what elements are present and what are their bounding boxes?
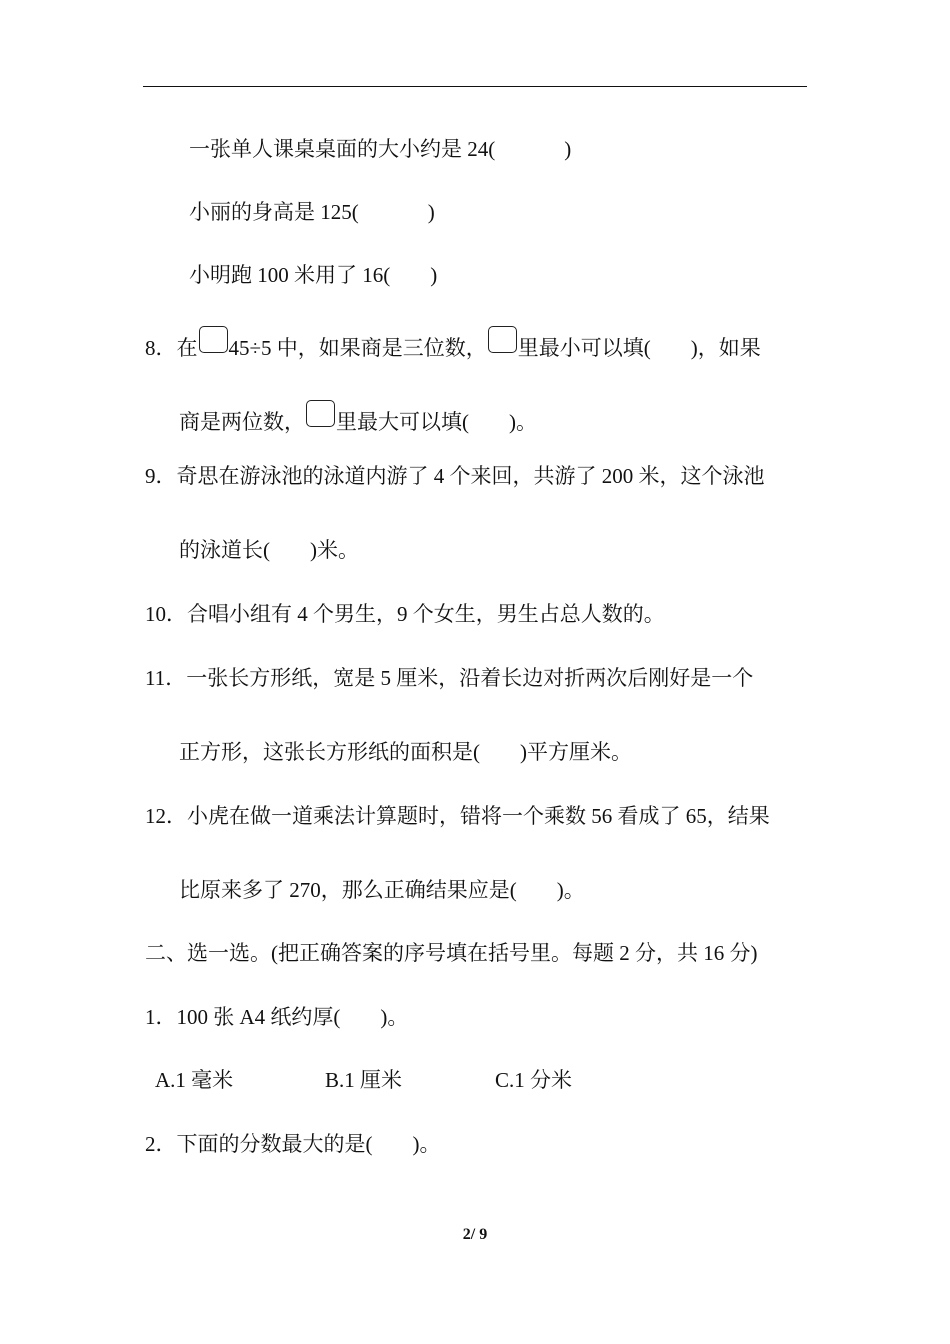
question-12-line-1: 12．小虎在做一道乘法计算题时，错将一个乘数 56 看成了 65，结果 — [145, 804, 770, 828]
header-rule — [143, 86, 807, 87]
choice-option-a: A.1 毫米 — [155, 1068, 234, 1092]
digit-box — [306, 400, 335, 427]
section-2-heading: 二、选一选。(把正确答案的序号填在括号里。每题 2 分，共 16 分) — [145, 941, 758, 965]
digit-box — [488, 326, 517, 353]
question-10-line: 10．合唱小组有 4 个男生，9 个女生，男生占总人数的。 — [145, 602, 665, 626]
question-12-line-2: 比原来多了 270，那么正确结果应是( )。 — [179, 878, 585, 902]
question-9-line-1: 9．奇思在游泳池的泳道内游了 4 个来回，共游了 200 米，这个泳池 — [145, 464, 765, 488]
run-line: 小明跑 100 米用了 16( ) — [189, 263, 438, 287]
question-8-line-2: 商是两位数， 里最大可以填( )。 — [179, 400, 537, 435]
question-11-line-2: 正方形，这张长方形纸的面积是( )平方厘米。 — [179, 740, 632, 764]
choice-question-2: 2．下面的分数最大的是( )。 — [145, 1132, 441, 1156]
choice-option-c: C.1 分米 — [495, 1068, 573, 1092]
question-9-line-2: 的泳道长( )米。 — [179, 538, 359, 562]
height-line: 小丽的身高是 125( ) — [189, 200, 435, 224]
question-11-line-1: 11．一张长方形纸，宽是 5 厘米，沿着长边对折两次后刚好是一个 — [145, 666, 754, 690]
desk-area-line: 一张单人课桌桌面的大小约是 24( ) — [189, 137, 572, 161]
question-8-line-1: 8．在 45÷5 中，如果商是三位数， 里最小可以填( )，如果 — [145, 326, 761, 361]
choice-option-b: B.1 厘米 — [325, 1068, 403, 1092]
page-number: 2/ 9 — [462, 1226, 488, 1243]
digit-box — [199, 326, 228, 353]
choice-question-1: 1．100 张 A4 纸约厚( )。 — [145, 1005, 409, 1029]
